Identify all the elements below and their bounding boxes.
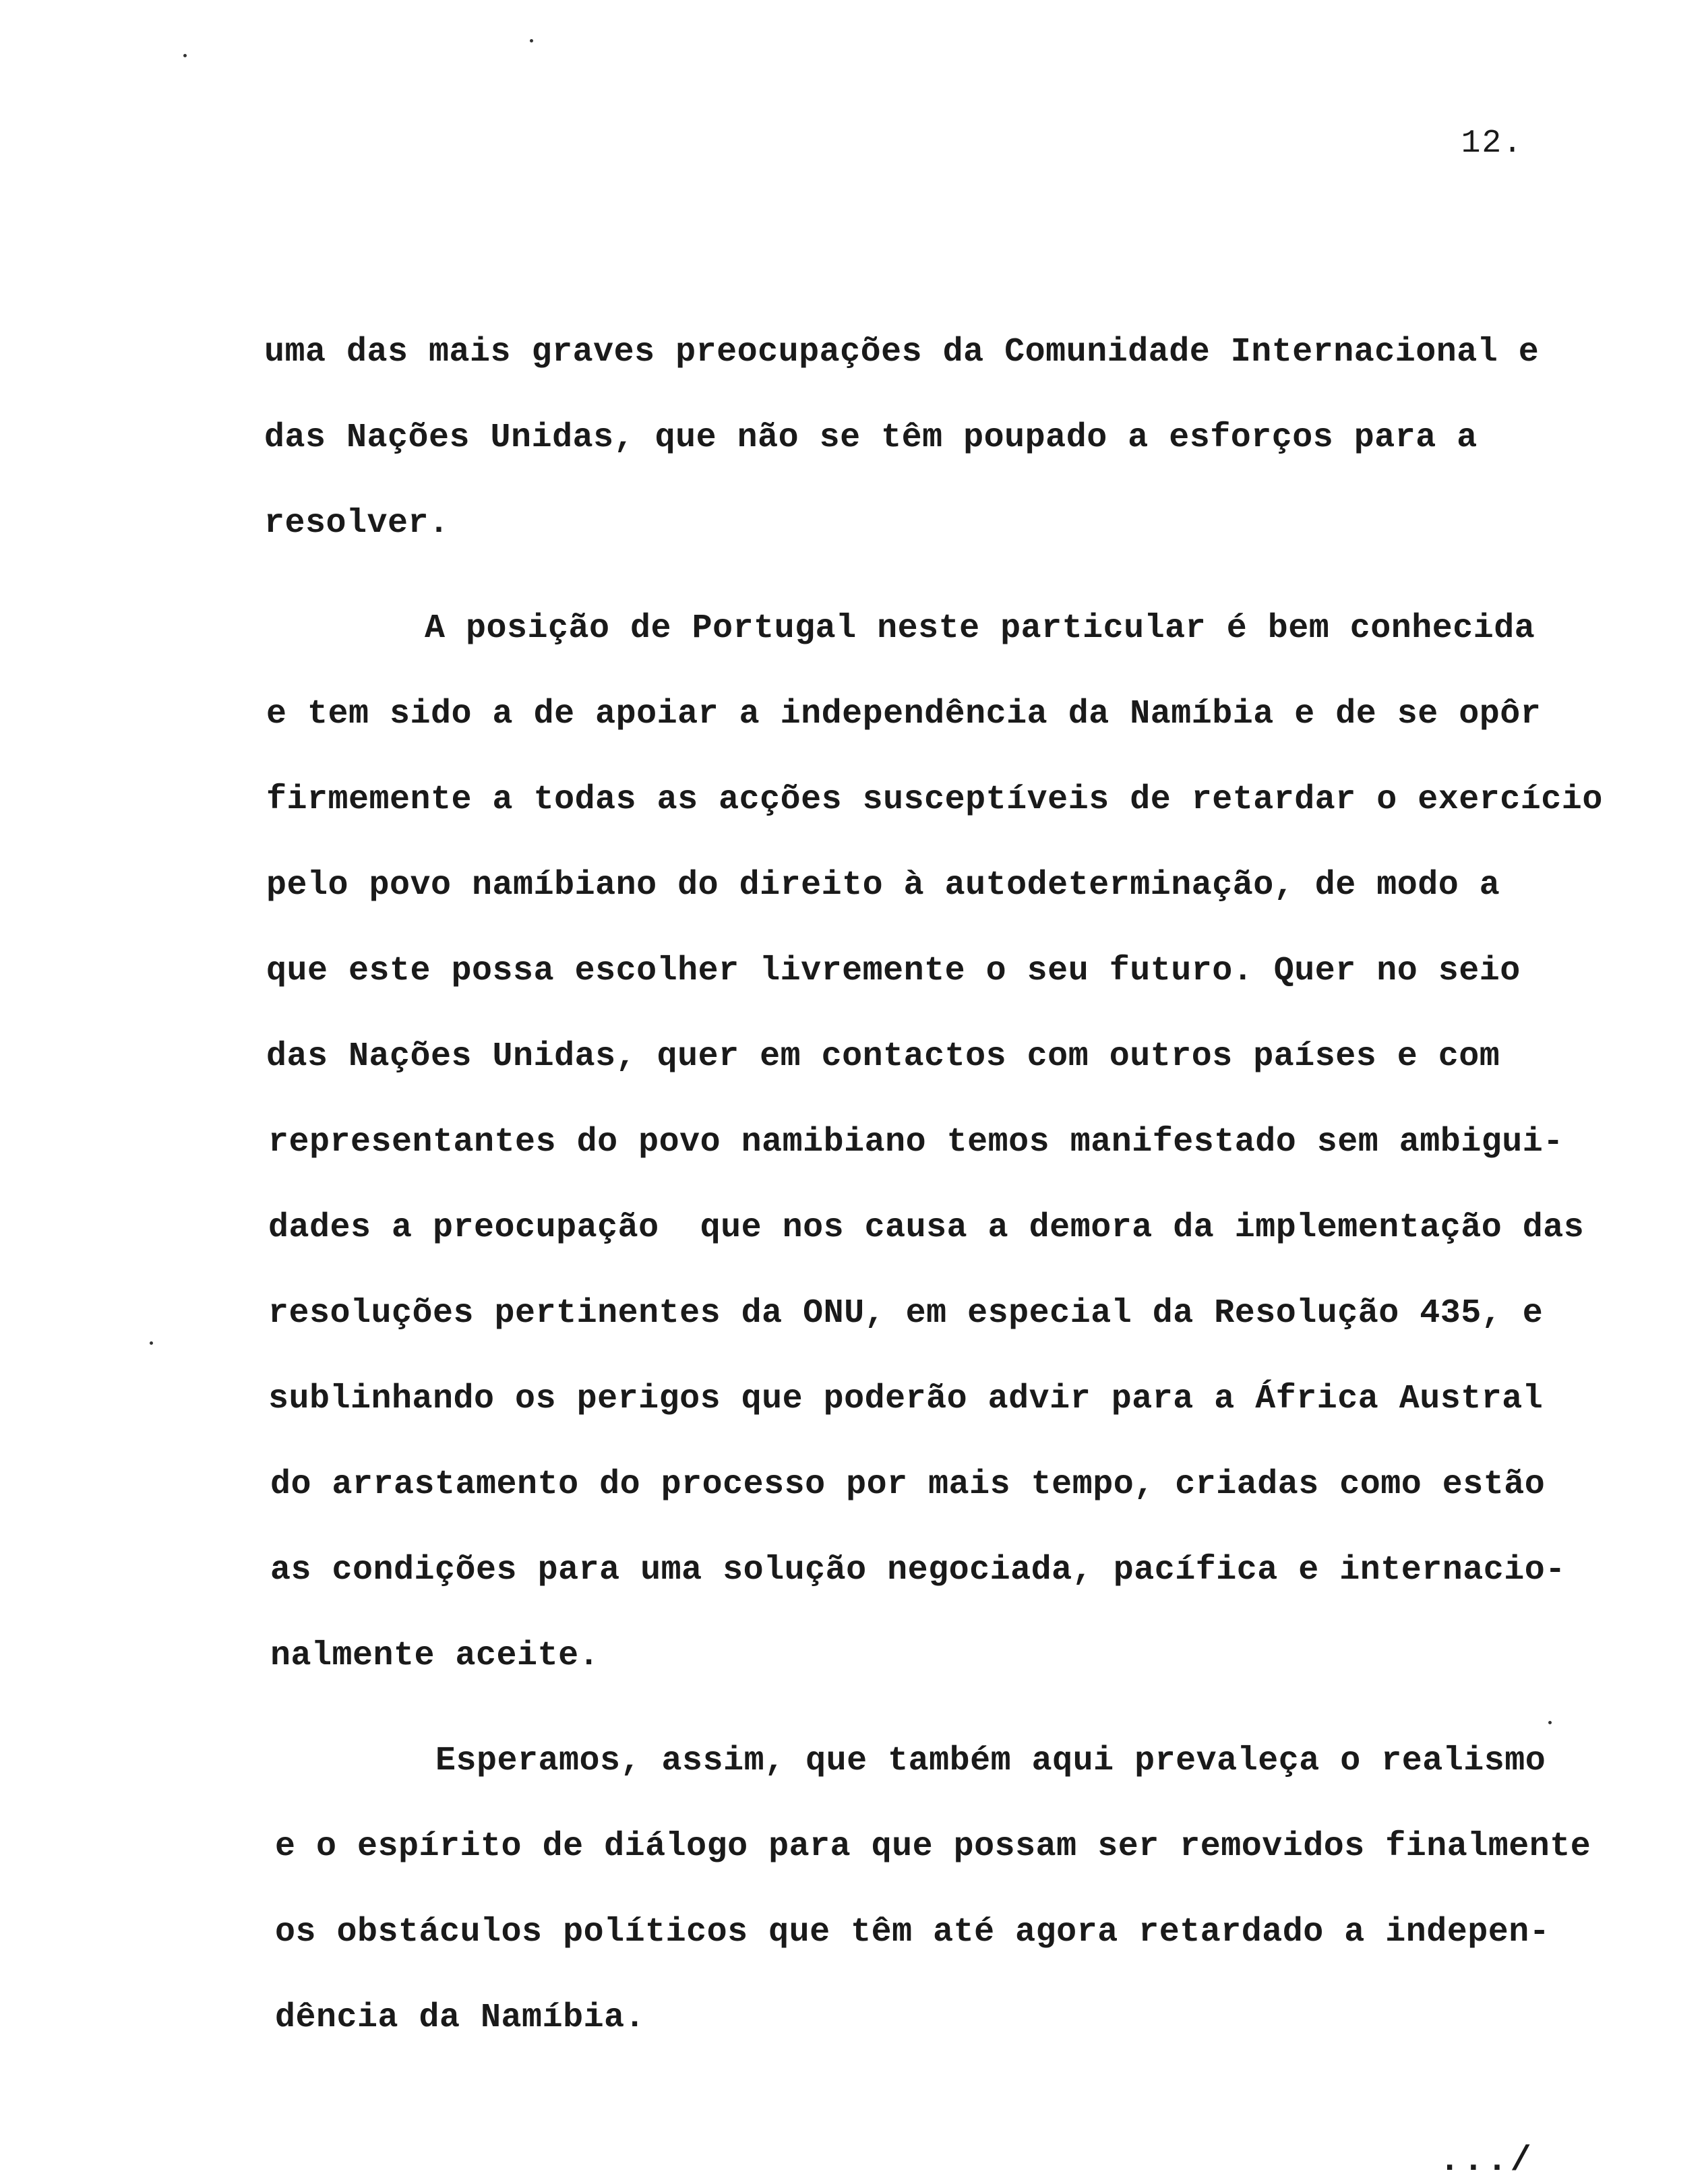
scan-speck	[183, 54, 187, 57]
text-line: A posição de Portugal neste particular é bem conhecida	[425, 609, 1535, 648]
continuation-mark: .../	[1439, 2141, 1534, 2181]
text-line: resolver.	[264, 504, 450, 543]
text-line: dades a preocupação que nos causa a demora da implementação das	[268, 1209, 1585, 1247]
text-line: pelo povo namíbiano do direito à autodeterminação, de modo a	[266, 866, 1500, 905]
scan-speck	[530, 39, 533, 42]
text-line: os obstáculos políticos que têm até agora retardado a indepen-	[275, 1913, 1550, 1951]
text-line: e o espírito de diálogo para que possam ser removidos finalmente	[275, 1827, 1591, 1866]
page-number: 12.	[1461, 125, 1523, 162]
scan-speck	[150, 1341, 153, 1345]
text-line: representantes do povo namibiano temos manifestado sem ambigui-	[268, 1123, 1564, 1161]
text-line: das Nações Unidas, que não se têm poupado a esforços para a	[264, 419, 1478, 457]
text-line: nalmente aceite.	[270, 1637, 600, 1675]
text-line: uma das mais graves preocupações da Comunidade Internacional e	[264, 333, 1540, 371]
text-line: firmemente a todas as acções susceptíveis de retardar o exercício	[266, 781, 1603, 819]
text-line: das Nações Unidas, quer em contactos com outros países e com	[266, 1037, 1500, 1076]
scan-speck	[1548, 1721, 1552, 1724]
text-line: sublinhando os perigos que poderão advir para a África Austral	[268, 1380, 1544, 1418]
text-line: as condições para uma solução negociada, pacífica e internacio-	[270, 1551, 1566, 1589]
text-line: e tem sido a de apoiar a independência da Namíbia e de se opôr	[266, 695, 1542, 733]
text-line: dência da Namíbia.	[275, 1999, 646, 2037]
text-line: Esperamos, assim, que também aqui prevaleça o realismo	[435, 1742, 1546, 1780]
text-line: do arrastamento do processo por mais tempo, criadas como estão	[270, 1465, 1546, 1504]
text-line: resoluções pertinentes da ONU, em especial da Resolução 435, e	[268, 1294, 1544, 1333]
text-line: que este possa escolher livremente o seu futuro. Quer no seio	[266, 952, 1521, 990]
